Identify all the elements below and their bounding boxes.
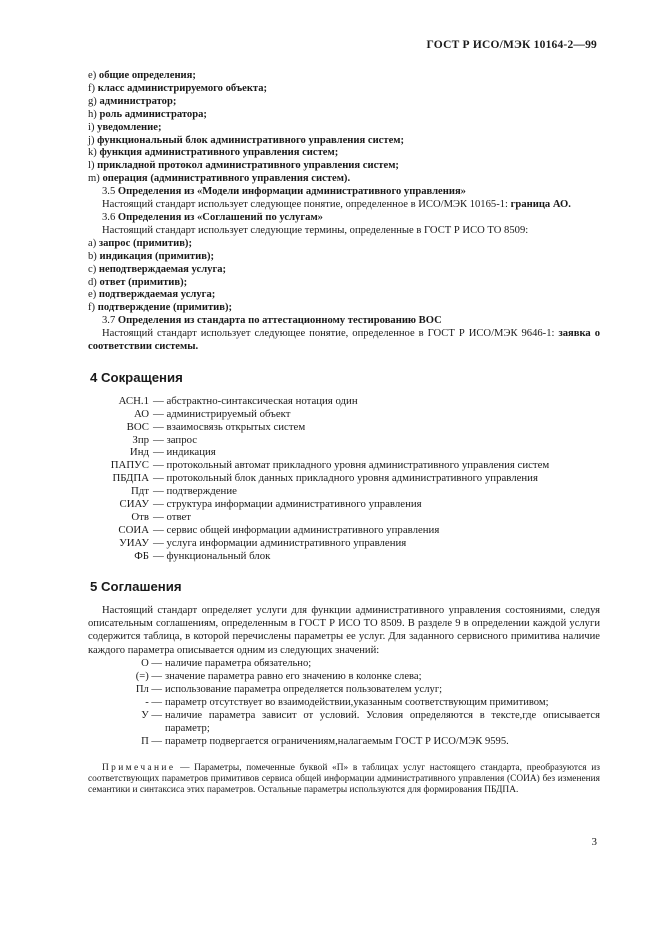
- subsection-3-5-text: Настоящий стандарт использует следующее понятие, определенное в ИСО/МЭК 10165-1: граница АО.: [102, 199, 571, 211]
- page-content: [88, 70, 600, 796]
- document-header: ГОСТ Р ИСО/МЭК 10164-2—99: [426, 39, 597, 51]
- subsection-3-7-text: Настоящий стандарт использует следующее понятие, определенное в ГОСТ Р ИСО/МЭК 9646-1: заявка о соответствии системы.: [88, 328, 601, 353]
- list-item: e) общие определения;: [88, 70, 196, 81]
- definitions-list-b: [88, 238, 600, 315]
- abbreviation-row: ВОС — взаимосвязь открытых систем: [126, 420, 306, 433]
- list-item: m) операция (административного управления систем).: [88, 173, 351, 185]
- legend-row: О — наличие параметра обязательно;: [141, 658, 312, 670]
- definitions-list-a: [88, 70, 600, 186]
- conventions-paragraph: Настоящий стандарт определяет услуги для функции административного управления состояниями, следуя описательным соглашениям, определенным в ГОСТ Р ИСО ТО 8509. В разделе 9 в определении каждой услуги содержится таблица, в которой перечислены параметры ее услуг. Для заданного сервисного примитива наличие каждого параметра описывается одним из следующих значений:: [88, 604, 600, 656]
- list-item: h) роль администратора;: [88, 108, 207, 120]
- abbreviation-row: УИАУ — услуга информации административного управления: [119, 536, 407, 549]
- abbreviation-row: ФБ — функциональный блок: [134, 549, 271, 562]
- legend-row: П — параметр подвергается ограничениям,налагаемым ГОСТ Р ИСО/МЭК 9595.: [141, 735, 509, 747]
- abbreviation-row: Отв — ответ: [131, 511, 192, 523]
- note-label: Примечание: [102, 762, 176, 773]
- legend-row: У — наличие параметра зависит от условий. Условия определяются в тексте,где описывается параметр;: [141, 709, 600, 734]
- abbreviation-row: ПБДПА — протокольный блок данных прикладного уровня административного управления: [112, 472, 538, 485]
- abbreviation-row: СИАУ — структура информации административного управления: [119, 498, 422, 511]
- list-item: e) подтверждаемая услуга;: [88, 289, 216, 301]
- page-number: 3: [591, 836, 597, 848]
- parameter-legend: [88, 658, 600, 748]
- legend-row: Пл — использование параметра определяется пользователем услуг;: [135, 683, 443, 695]
- list-item: j) функциональный блок административного управления систем;: [88, 134, 405, 146]
- subsection-3-6-text: Настоящий стандарт использует следующие термины, определенные в ГОСТ Р ИСО ТО 8509:: [102, 224, 529, 236]
- abbreviations-list: [88, 395, 600, 563]
- abbreviation-row: СОИА — сервис общей информации административного управления: [118, 523, 440, 536]
- conventions-section: [88, 604, 600, 797]
- section-4-title: 4 Сокращения: [90, 369, 183, 385]
- abbreviation-row: АСН.1 — абстрактно-синтаксическая нотация один: [118, 394, 358, 407]
- list-item: l) прикладной протокол административного управления систем;: [88, 160, 399, 172]
- legend-row: - — параметр отсутствует во взаимодействии,указанным соответствующим примитивом;: [145, 696, 549, 708]
- subsection-3-5-heading: 3.5 Определения из «Модели информации административного управления»: [102, 186, 466, 198]
- legend-row: (=) — значение параметра равно его значению в колонке слева;: [135, 671, 422, 683]
- note-paragraph: Примечание — Параметры, помеченные буквой «П» в таблицах услуг настоящего стандарта, преобразуются из соответствующих параметров примитивов сервиса общей информации административного управления (СОИА) без изменения семантики и синтаксиса этих параметров. Остальные параметры используются для формирования ПБДПА.: [88, 762, 601, 795]
- abbreviation-row: Зпр — запрос: [132, 433, 198, 446]
- list-item: f) класс администрируемого объекта;: [88, 82, 268, 94]
- list-item: c) неподтверждаемая услуга;: [88, 263, 227, 275]
- list-item: f) подтверждение (примитив);: [88, 302, 233, 314]
- abbreviation-row: Пдт — подтверждение: [130, 485, 237, 498]
- list-item: d) ответ (примитив);: [88, 276, 188, 288]
- list-item: k) функция административного управления систем;: [88, 147, 339, 159]
- abbreviation-row: Инд — индикация: [129, 446, 216, 459]
- subsection-3-7-heading: 3.7 Определения из стандарта по аттестационному тестированию ВОС: [102, 315, 442, 327]
- list-item: g) администратор;: [88, 95, 177, 107]
- abbreviation-row: ПАПУС — протокольный автомат прикладного уровня административного управления систем: [110, 459, 550, 472]
- list-item: b) индикация (примитив);: [88, 250, 215, 262]
- section-5-title: 5 Соглашения: [90, 578, 182, 594]
- list-item: i) уведомление;: [88, 121, 162, 133]
- abbreviation-row: АО — администрируемый объект: [133, 407, 291, 420]
- list-item: a) запрос (примитив);: [88, 237, 192, 249]
- subsection-3-6-heading: 3.6 Определения из «Соглашений по услугам»: [102, 211, 323, 223]
